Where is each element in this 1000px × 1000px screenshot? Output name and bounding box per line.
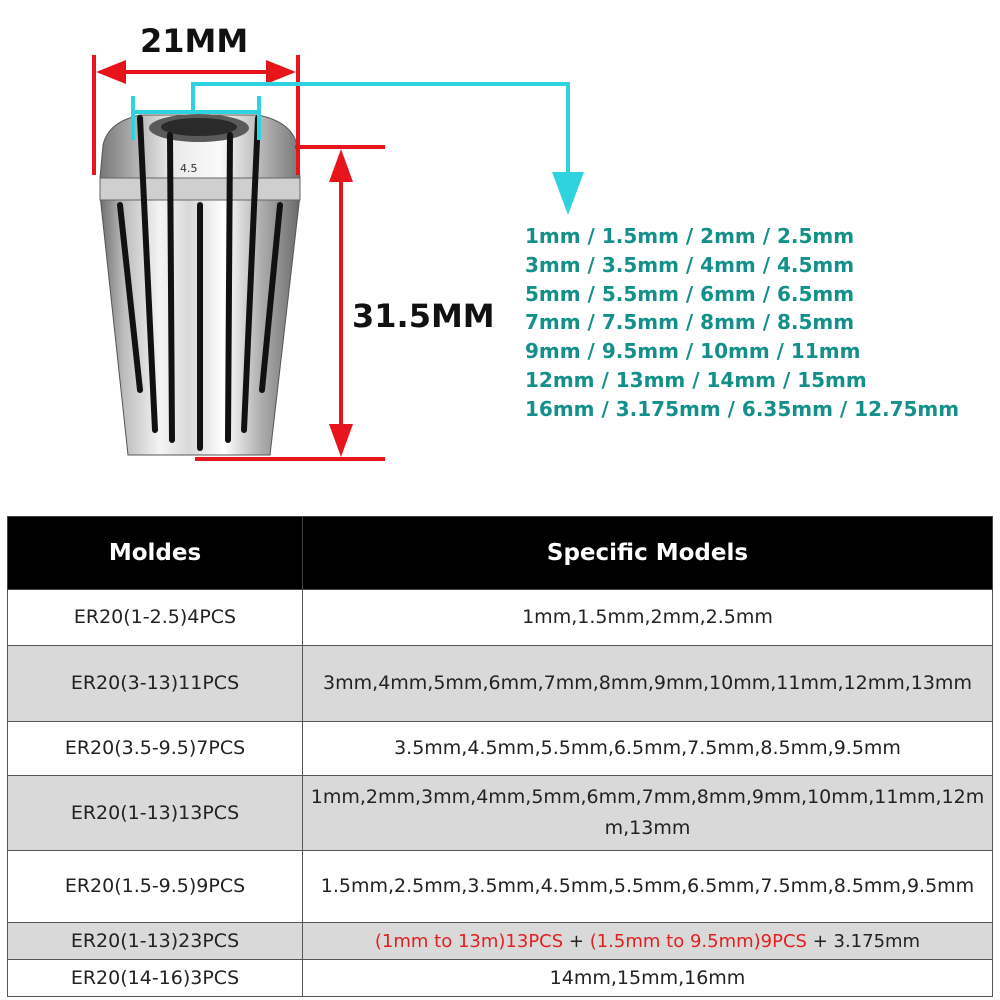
header-specific-models: Specific Models	[303, 517, 993, 590]
collet-engraving: 4.5	[180, 162, 198, 175]
header-models: Moldes	[8, 517, 303, 590]
table-header-row	[8, 517, 993, 590]
table-row	[8, 646, 993, 722]
spec-highlight: (1.5mm to 9.5mm)9PCS	[589, 930, 807, 952]
size-line: 12mm / 13mm / 14mm / 15mm	[525, 367, 867, 392]
collet-image	[100, 114, 300, 455]
model-cell: ER20(14-16)3PCS	[8, 960, 303, 997]
spec-cell: 3mm,4mm,5mm,6mm,7mm,8mm,9mm,10mm,11mm,12mm,13mm	[303, 646, 993, 722]
size-list	[525, 222, 959, 424]
arrow-up-icon	[329, 149, 353, 182]
spec-cell: 1.5mm,2.5mm,3.5mm,4.5mm,5.5mm,6.5mm,7.5mm,8.5mm,9.5mm	[303, 851, 993, 923]
arrow-down-icon	[552, 172, 584, 215]
size-line: 5mm / 5.5mm / 6mm / 6.5mm	[525, 281, 855, 306]
size-line: 9mm / 9.5mm / 10mm / 11mm	[525, 339, 861, 364]
spec-cell: 1mm,2mm,3mm,4mm,5mm,6mm,7mm,8mm,9mm,10mm,11mm,12mm,13mm	[303, 776, 993, 851]
table-row	[8, 776, 993, 851]
model-cell: ER20(3-13)11PCS	[8, 646, 303, 722]
spec-cell: 1mm,1.5mm,2mm,2.5mm	[303, 590, 993, 646]
width-label: 21MM	[140, 22, 249, 60]
table-row	[8, 851, 993, 923]
size-line: 3mm / 3.5mm / 4mm / 4.5mm	[525, 252, 855, 277]
spec-joiner: +	[563, 930, 590, 952]
table-row	[8, 960, 993, 997]
arrow-left-icon	[96, 60, 126, 84]
spec-cell	[303, 923, 993, 960]
table-row	[8, 590, 993, 646]
table-row	[8, 923, 993, 960]
size-line: 1mm / 1.5mm / 2mm / 2.5mm	[525, 224, 855, 248]
models-table	[7, 516, 993, 997]
spec-cell: 3.5mm,4.5mm,5.5mm,6.5mm,7.5mm,8.5mm,9.5mm	[303, 722, 993, 776]
model-cell: ER20(1.5-9.5)9PCS	[8, 851, 303, 923]
table-row	[8, 722, 993, 776]
model-cell: ER20(1-2.5)4PCS	[8, 590, 303, 646]
size-line: 7mm / 7.5mm / 8mm / 8.5mm	[525, 310, 855, 335]
height-label: 31.5MM	[352, 297, 495, 335]
arrow-down-icon	[329, 424, 353, 457]
spec-cell: 14mm,15mm,16mm	[303, 960, 993, 997]
model-cell: ER20(1-13)13PCS	[8, 776, 303, 851]
spec-tail: + 3.175mm	[806, 930, 921, 952]
spec-highlight: (1mm to 13m)13PCS	[374, 930, 564, 952]
model-cell: ER20(3.5-9.5)7PCS	[8, 722, 303, 776]
model-cell: ER20(1-13)23PCS	[8, 923, 303, 960]
size-line: 16mm / 3.175mm / 6.35mm / 12.75mm	[525, 396, 960, 421]
arrow-right-icon	[266, 60, 296, 84]
